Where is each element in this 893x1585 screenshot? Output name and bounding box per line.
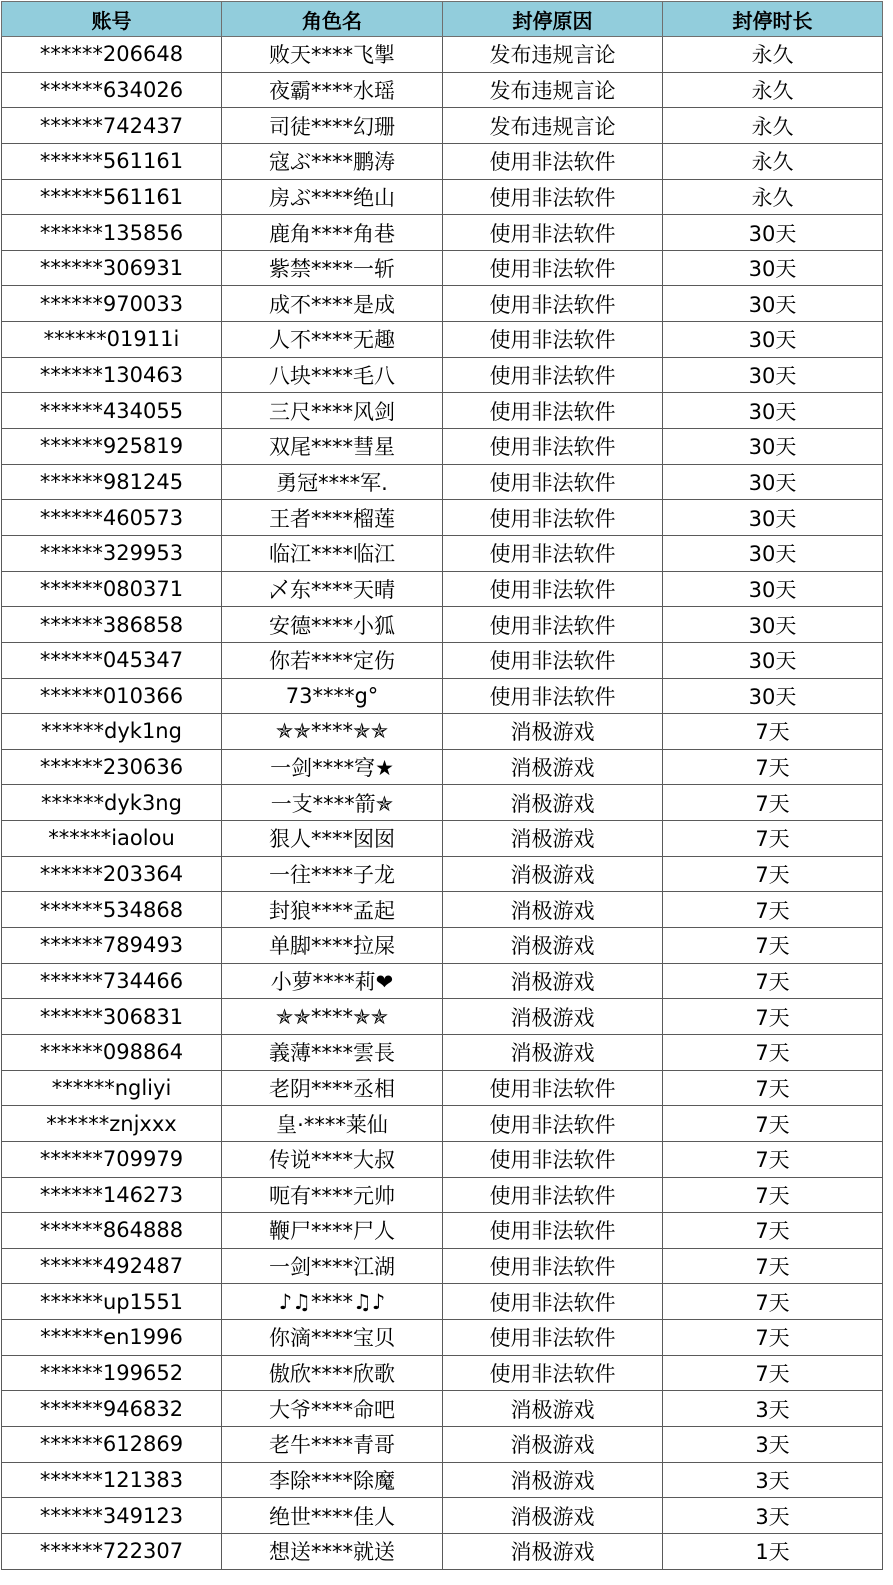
table-row (2, 821, 883, 857)
role-name-cell: ✯✯****✯✯ (222, 999, 443, 1035)
ban-duration-cell: 7天 (663, 785, 883, 821)
ban-duration-cell: 30天 (663, 429, 883, 465)
ban-reason-cell: 使用非法软件 (443, 322, 663, 358)
ban-duration-cell: 7天 (663, 1070, 883, 1106)
table-row (2, 785, 883, 821)
header-account: 账号 (2, 2, 222, 37)
header-row (2, 2, 883, 37)
role-name-cell: 你若****定伤 (222, 642, 443, 678)
ban-reason-cell: 使用非法软件 (443, 1320, 663, 1356)
ban-duration-cell: 7天 (663, 1141, 883, 1177)
table-row (2, 535, 883, 571)
role-name-cell: 一剑****江湖 (222, 1248, 443, 1284)
table-row (2, 393, 883, 429)
table-row (2, 1213, 883, 1249)
account-cell: ******561161 (2, 179, 222, 215)
account-cell: ******01911i (2, 322, 222, 358)
account-cell: ******612869 (2, 1426, 222, 1462)
table-row (2, 37, 883, 73)
table-row (2, 1498, 883, 1534)
account-cell: ******709979 (2, 1141, 222, 1177)
role-name-cell: 成不****是成 (222, 286, 443, 322)
ban-reason-cell: 使用非法软件 (443, 1284, 663, 1320)
ban-duration-cell: 永久 (663, 143, 883, 179)
account-cell: ******080371 (2, 571, 222, 607)
ban-reason-cell: 使用非法软件 (443, 1177, 663, 1213)
account-cell: ******742437 (2, 108, 222, 144)
table-row (2, 1106, 883, 1142)
ban-duration-cell: 30天 (663, 464, 883, 500)
role-name-cell: 临江****临江 (222, 535, 443, 571)
ban-duration-cell: 7天 (663, 1177, 883, 1213)
role-name-cell: 狠人****囡囡 (222, 821, 443, 857)
table-row (2, 357, 883, 393)
account-cell: ******306831 (2, 999, 222, 1035)
ban-reason-cell: 发布违规言论 (443, 72, 663, 108)
ban-duration-cell: 3天 (663, 1426, 883, 1462)
ban-duration-cell: 30天 (663, 322, 883, 358)
ban-duration-cell: 永久 (663, 108, 883, 144)
role-name-cell: ✯✯****✯✯ (222, 714, 443, 750)
role-name-cell: 老牛****青哥 (222, 1426, 443, 1462)
table-row (2, 856, 883, 892)
role-name-cell: 封狼****孟起 (222, 892, 443, 928)
account-cell: ******492487 (2, 1248, 222, 1284)
ban-reason-cell: 使用非法软件 (443, 429, 663, 465)
role-name-cell: 人不****无趣 (222, 322, 443, 358)
account-cell: ******146273 (2, 1177, 222, 1213)
ban-reason-cell: 使用非法软件 (443, 642, 663, 678)
table-row (2, 108, 883, 144)
table-row (2, 1320, 883, 1356)
account-cell: ******981245 (2, 464, 222, 500)
ban-reason-cell: 消极游戏 (443, 928, 663, 964)
table-row (2, 429, 883, 465)
ban-reason-cell: 使用非法软件 (443, 357, 663, 393)
table-row (2, 500, 883, 536)
role-name-cell: 司徒****幻珊 (222, 108, 443, 144)
role-name-cell: 紫禁****一斩 (222, 250, 443, 286)
ban-reason-cell: 消极游戏 (443, 999, 663, 1035)
table-row (2, 1248, 883, 1284)
account-cell: ******130463 (2, 357, 222, 393)
ban-reason-cell: 使用非法软件 (443, 393, 663, 429)
ban-duration-cell: 7天 (663, 1284, 883, 1320)
account-cell: ******864888 (2, 1213, 222, 1249)
role-name-cell: 房ぶ****绝山 (222, 179, 443, 215)
account-cell: ******121383 (2, 1462, 222, 1498)
ban-duration-cell: 3天 (663, 1498, 883, 1534)
ban-reason-cell: 消极游戏 (443, 1391, 663, 1427)
account-cell: ******znjxxx (2, 1106, 222, 1142)
ban-duration-cell: 30天 (663, 500, 883, 536)
ban-duration-cell: 7天 (663, 892, 883, 928)
ban-duration-cell: 7天 (663, 1320, 883, 1356)
ban-reason-cell: 消极游戏 (443, 856, 663, 892)
ban-reason-cell: 使用非法软件 (443, 1106, 663, 1142)
role-name-cell: 勇冠****军. (222, 464, 443, 500)
role-name-cell: 73****g° (222, 678, 443, 714)
table-row (2, 571, 883, 607)
table-row (2, 143, 883, 179)
ban-reason-cell: 使用非法软件 (443, 1070, 663, 1106)
account-cell: ******386858 (2, 607, 222, 643)
account-cell: ******203364 (2, 856, 222, 892)
ban-reason-cell: 使用非法软件 (443, 286, 663, 322)
role-name-cell: 鞭尸****尸人 (222, 1213, 443, 1249)
account-cell: ******206648 (2, 37, 222, 73)
account-cell: ******dyk3ng (2, 785, 222, 821)
ban-reason-cell: 使用非法软件 (443, 215, 663, 251)
table-row (2, 1034, 883, 1070)
table-row (2, 607, 883, 643)
ban-duration-cell: 7天 (663, 749, 883, 785)
ban-reason-cell: 发布违规言论 (443, 108, 663, 144)
ban-duration-cell: 30天 (663, 215, 883, 251)
table-row (2, 464, 883, 500)
account-cell: ******434055 (2, 393, 222, 429)
ban-reason-cell: 消极游戏 (443, 821, 663, 857)
ban-duration-cell: 30天 (663, 286, 883, 322)
account-cell: ******460573 (2, 500, 222, 536)
account-cell: ******925819 (2, 429, 222, 465)
table-row (2, 250, 883, 286)
account-cell: ******ngliyi (2, 1070, 222, 1106)
role-name-cell: 小萝****莉❤ (222, 963, 443, 999)
role-name-cell: 一支****箭✯ (222, 785, 443, 821)
account-cell: ******789493 (2, 928, 222, 964)
ban-reason-cell: 使用非法软件 (443, 1213, 663, 1249)
role-name-cell: 你滴****宝贝 (222, 1320, 443, 1356)
account-cell: ******634026 (2, 72, 222, 108)
ban-reason-cell: 消极游戏 (443, 1462, 663, 1498)
ban-reason-cell: 使用非法软件 (443, 535, 663, 571)
ban-reason-cell: 使用非法软件 (443, 678, 663, 714)
account-cell: ******230636 (2, 749, 222, 785)
ban-duration-cell: 3天 (663, 1462, 883, 1498)
role-name-cell: 乄东****天晴 (222, 571, 443, 607)
ban-reason-cell: 使用非法软件 (443, 1141, 663, 1177)
role-name-cell: 李除****除魔 (222, 1462, 443, 1498)
account-cell: ******098864 (2, 1034, 222, 1070)
ban-duration-cell: 7天 (663, 1213, 883, 1249)
ban-reason-cell: 消极游戏 (443, 1498, 663, 1534)
table-row (2, 1177, 883, 1213)
ban-reason-cell: 使用非法软件 (443, 464, 663, 500)
ban-duration-cell: 7天 (663, 928, 883, 964)
ban-reason-cell: 消极游戏 (443, 892, 663, 928)
role-name-cell: 傲欣****欣歌 (222, 1355, 443, 1391)
role-name-cell: 寇ぶ****鹏涛 (222, 143, 443, 179)
ban-reason-cell: 使用非法软件 (443, 179, 663, 215)
ban-duration-cell: 7天 (663, 963, 883, 999)
header-ban-duration: 封停时长 (663, 2, 883, 37)
account-cell: ******946832 (2, 1391, 222, 1427)
role-name-cell: 绝世****佳人 (222, 1498, 443, 1534)
ban-reason-cell: 消极游戏 (443, 785, 663, 821)
account-cell: ******561161 (2, 143, 222, 179)
role-name-cell: 呃有****元帅 (222, 1177, 443, 1213)
ban-duration-cell: 永久 (663, 37, 883, 73)
table-row (2, 749, 883, 785)
table-row (2, 678, 883, 714)
ban-duration-cell: 30天 (663, 642, 883, 678)
ban-duration-cell: 永久 (663, 72, 883, 108)
role-name-cell: ♪♫****♫♪ (222, 1284, 443, 1320)
account-cell: ******135856 (2, 215, 222, 251)
role-name-cell: 单脚****拉屎 (222, 928, 443, 964)
ban-duration-cell: 7天 (663, 714, 883, 750)
table-row (2, 642, 883, 678)
ban-duration-cell: 30天 (663, 393, 883, 429)
role-name-cell: 義薄****雲長 (222, 1034, 443, 1070)
header-role-name: 角色名 (222, 2, 443, 37)
ban-duration-cell: 永久 (663, 179, 883, 215)
role-name-cell: 夜霸****水瑶 (222, 72, 443, 108)
table-row (2, 1141, 883, 1177)
ban-reason-cell: 使用非法软件 (443, 250, 663, 286)
role-name-cell: 双尾****彗星 (222, 429, 443, 465)
role-name-cell: 王者****榴莲 (222, 500, 443, 536)
table-row (2, 179, 883, 215)
role-name-cell: 一往****子龙 (222, 856, 443, 892)
table-row (2, 1426, 883, 1462)
ban-duration-cell: 30天 (663, 357, 883, 393)
table-row (2, 714, 883, 750)
ban-duration-cell: 30天 (663, 678, 883, 714)
account-cell: ******734466 (2, 963, 222, 999)
ban-reason-cell: 消极游戏 (443, 963, 663, 999)
role-name-cell: 鹿角****角巷 (222, 215, 443, 251)
account-cell: ******970033 (2, 286, 222, 322)
ban-duration-cell: 7天 (663, 1106, 883, 1142)
ban-list-table (1, 1, 883, 1570)
ban-duration-cell: 30天 (663, 571, 883, 607)
role-name-cell: 八块****毛八 (222, 357, 443, 393)
table-row (2, 1284, 883, 1320)
table-header (2, 2, 883, 37)
ban-duration-cell: 7天 (663, 1248, 883, 1284)
ban-duration-cell: 30天 (663, 250, 883, 286)
ban-reason-cell: 消极游戏 (443, 749, 663, 785)
ban-duration-cell: 7天 (663, 1355, 883, 1391)
account-cell: ******dyk1ng (2, 714, 222, 750)
role-name-cell: 大爷****命吧 (222, 1391, 443, 1427)
account-cell: ******045347 (2, 642, 222, 678)
account-cell: ******en1996 (2, 1320, 222, 1356)
table-row (2, 963, 883, 999)
table-row (2, 1462, 883, 1498)
ban-reason-cell: 消极游戏 (443, 1034, 663, 1070)
ban-duration-cell: 30天 (663, 535, 883, 571)
role-name-cell: 想送****就送 (222, 1533, 443, 1569)
account-cell: ******534868 (2, 892, 222, 928)
ban-reason-cell: 发布违规言论 (443, 37, 663, 73)
table-row (2, 999, 883, 1035)
ban-reason-cell: 消极游戏 (443, 714, 663, 750)
ban-duration-cell: 30天 (663, 607, 883, 643)
ban-duration-cell: 7天 (663, 1034, 883, 1070)
account-cell: ******up1551 (2, 1284, 222, 1320)
account-cell: ******722307 (2, 1533, 222, 1569)
account-cell: ******iaolou (2, 821, 222, 857)
account-cell: ******010366 (2, 678, 222, 714)
table-row (2, 1070, 883, 1106)
account-cell: ******199652 (2, 1355, 222, 1391)
table-row (2, 72, 883, 108)
ban-reason-cell: 使用非法软件 (443, 571, 663, 607)
role-name-cell: 败天****飞掣 (222, 37, 443, 73)
table-row (2, 322, 883, 358)
ban-duration-cell: 1天 (663, 1533, 883, 1569)
ban-reason-cell: 消极游戏 (443, 1533, 663, 1569)
ban-reason-cell: 使用非法软件 (443, 500, 663, 536)
ban-duration-cell: 7天 (663, 856, 883, 892)
table-row (2, 892, 883, 928)
ban-duration-cell: 7天 (663, 999, 883, 1035)
ban-duration-cell: 3天 (663, 1391, 883, 1427)
role-name-cell: 皇·****莱仙 (222, 1106, 443, 1142)
account-cell: ******329953 (2, 535, 222, 571)
table-row (2, 928, 883, 964)
ban-reason-cell: 使用非法软件 (443, 607, 663, 643)
ban-reason-cell: 使用非法软件 (443, 1248, 663, 1284)
table-row (2, 215, 883, 251)
role-name-cell: 安德****小狐 (222, 607, 443, 643)
table-row (2, 1533, 883, 1569)
ban-reason-cell: 使用非法软件 (443, 1355, 663, 1391)
table-row (2, 1355, 883, 1391)
role-name-cell: 三尺****风剑 (222, 393, 443, 429)
ban-duration-cell: 7天 (663, 821, 883, 857)
table-row (2, 1391, 883, 1427)
ban-reason-cell: 使用非法软件 (443, 143, 663, 179)
account-cell: ******349123 (2, 1498, 222, 1534)
role-name-cell: 传说****大叔 (222, 1141, 443, 1177)
header-ban-reason: 封停原因 (443, 2, 663, 37)
ban-reason-cell: 消极游戏 (443, 1426, 663, 1462)
role-name-cell: 老阴****丞相 (222, 1070, 443, 1106)
table-row (2, 286, 883, 322)
role-name-cell: 一剑****穹★ (222, 749, 443, 785)
table-body (2, 37, 883, 1570)
account-cell: ******306931 (2, 250, 222, 286)
